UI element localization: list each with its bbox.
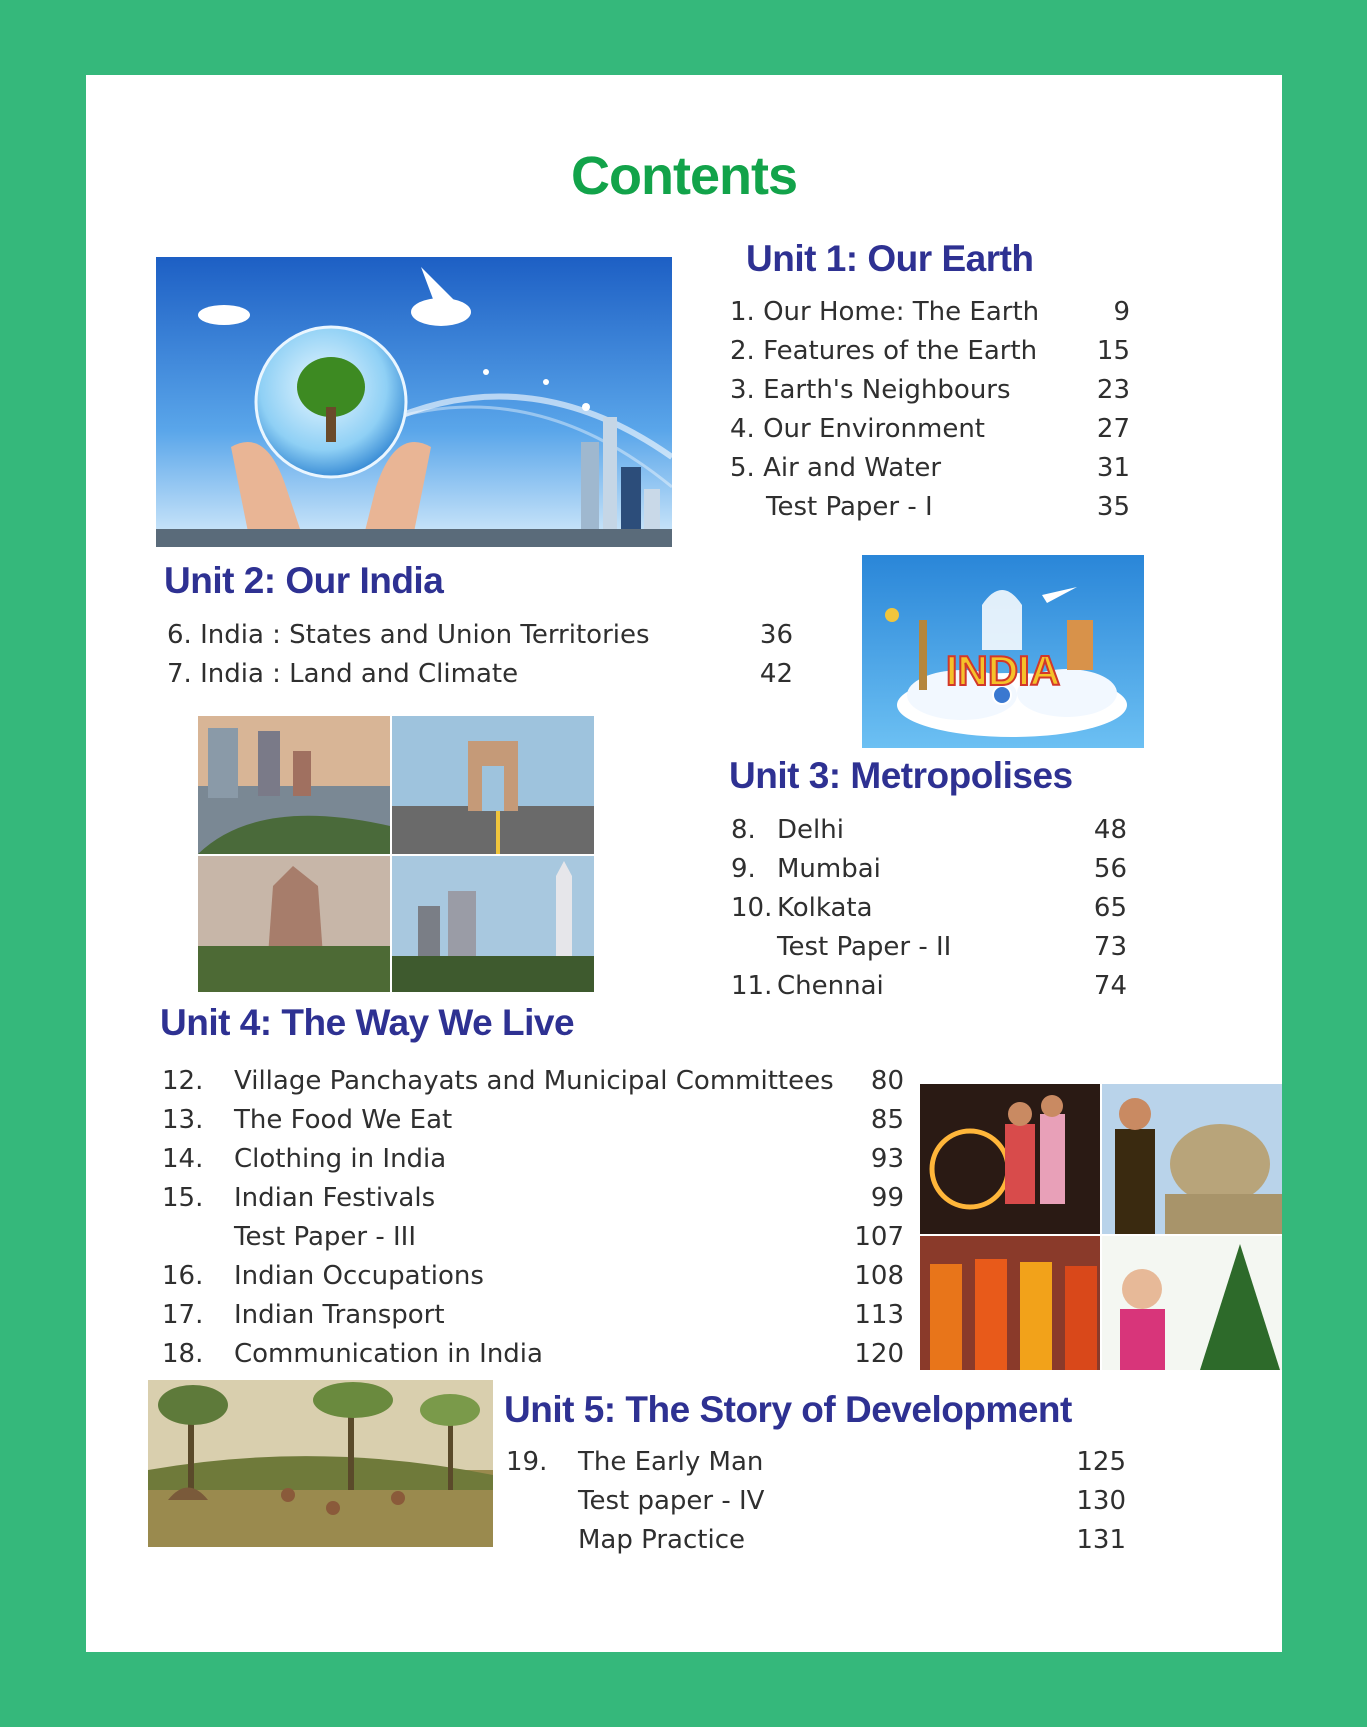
entry-title: Mumbai (777, 854, 881, 884)
toc-entry[interactable] (162, 1335, 904, 1374)
unit-5-heading: Unit 5: The Story of Development (504, 1389, 1072, 1430)
entry-page-number: 48 (1093, 815, 1127, 845)
entry-number: 15. (162, 1183, 204, 1213)
toc-entry[interactable] (162, 1101, 904, 1140)
entry-title: Test Paper - II (777, 932, 952, 962)
entry-title: Indian Occupations (234, 1261, 484, 1291)
entry-page-number: 74 (1093, 971, 1127, 1001)
entry-page-number: 113 (854, 1300, 904, 1330)
toc-entry[interactable] (162, 1140, 904, 1179)
entry-title: Communication in India (234, 1339, 543, 1369)
entry-page-number: 125 (1076, 1447, 1126, 1477)
entry-page-number: 107 (854, 1222, 904, 1252)
entry-number: 13. (162, 1105, 204, 1135)
entry-title: The Food We Eat (234, 1105, 453, 1135)
entry-title: 1. Our Home: The Earth (730, 297, 1040, 327)
entry-number: 18. (162, 1339, 204, 1369)
entry-page-number: 35 (1096, 492, 1130, 522)
entry-page-number: 93 (870, 1144, 904, 1174)
toc-entry[interactable] (731, 889, 1127, 928)
entry-number: 9. (731, 854, 756, 884)
festivals-collage-image (920, 1084, 1282, 1370)
entry-page-number: 9 (1113, 297, 1130, 327)
entry-title: The Early Man (578, 1447, 764, 1477)
india-illustration (862, 555, 1144, 748)
entry-page-number: 56 (1093, 854, 1127, 884)
entry-title: Chennai (777, 971, 884, 1001)
entry-title: 6. India : States and Union Territories (167, 620, 650, 650)
entry-number: 17. (162, 1300, 204, 1330)
entry-page-number: 15 (1096, 336, 1130, 366)
toc-entry[interactable] (730, 449, 1130, 488)
toc-entry[interactable] (730, 410, 1130, 449)
toc-entry[interactable] (731, 850, 1127, 889)
toc-entry[interactable] (162, 1179, 904, 1218)
toc-entry[interactable] (167, 616, 793, 655)
toc-entry[interactable] (731, 811, 1127, 850)
entry-title: Indian Transport (234, 1300, 445, 1330)
entry-page-number: 120 (854, 1339, 904, 1369)
toc-entry[interactable] (731, 928, 1127, 967)
unit-3-heading: Unit 3: Metropolises (729, 755, 1073, 796)
toc-entry[interactable] (162, 1257, 904, 1296)
entry-page-number: 65 (1093, 893, 1127, 923)
unit-1-heading: Unit 1: Our Earth (746, 238, 1034, 279)
entry-page-number: 108 (854, 1261, 904, 1291)
entry-title: Test paper - IV (578, 1486, 765, 1516)
entry-title: Indian Festivals (234, 1183, 436, 1213)
entry-page-number: 23 (1096, 375, 1130, 405)
entry-page-number: 85 (870, 1105, 904, 1135)
entry-title: Test Paper - I (766, 492, 933, 522)
entry-page-number: 130 (1076, 1486, 1126, 1516)
unit-4-heading: Unit 4: The Way We Live (160, 1002, 575, 1043)
entry-title: 2. Features of the Earth (730, 336, 1038, 366)
entry-title: 3. Earth's Neighbours (730, 375, 1011, 405)
entry-number: 11. (731, 971, 773, 1001)
toc-entry[interactable] (506, 1482, 1126, 1521)
toc-entry[interactable] (506, 1443, 1126, 1482)
entry-title: 7. India : Land and Climate (167, 659, 519, 689)
earth-in-hands-image (156, 257, 672, 547)
entry-title: Kolkata (777, 893, 873, 923)
entry-page-number: 73 (1093, 932, 1127, 962)
entry-title: Clothing in India (234, 1144, 447, 1174)
entry-page-number: 80 (870, 1066, 904, 1096)
toc-entry[interactable] (730, 488, 1130, 527)
early-man-image (148, 1380, 493, 1547)
toc-entry[interactable] (167, 655, 793, 694)
city-collage-image (198, 716, 594, 992)
toc-entry[interactable] (731, 967, 1127, 1006)
entry-page-number: 27 (1096, 414, 1130, 444)
contents-page (86, 75, 1282, 1652)
toc-entry[interactable] (730, 371, 1130, 410)
entry-number: 10. (731, 893, 773, 923)
unit-2-heading: Unit 2: Our India (164, 560, 444, 601)
entry-number: 19. (506, 1447, 548, 1477)
toc-entry[interactable] (162, 1218, 904, 1257)
entry-title: 4. Our Environment (730, 414, 985, 444)
entry-page-number: 99 (870, 1183, 904, 1213)
entry-number: 8. (731, 815, 756, 845)
entry-number: 14. (162, 1144, 204, 1174)
entry-page-number: 36 (759, 620, 793, 650)
toc-entry[interactable] (162, 1062, 904, 1101)
entry-number: 16. (162, 1261, 204, 1291)
page-title: Contents (571, 146, 797, 206)
toc-entry[interactable] (730, 293, 1130, 332)
entry-title: 5. Air and Water (730, 453, 942, 483)
entry-page-number: 131 (1076, 1525, 1126, 1555)
entry-page-number: 31 (1096, 453, 1130, 483)
entry-title: Test Paper - III (234, 1222, 417, 1252)
entry-number: 12. (162, 1066, 204, 1096)
toc-entry[interactable] (506, 1521, 1126, 1560)
entry-title: Delhi (777, 815, 844, 845)
india-logo-text: INDIA (945, 647, 1061, 694)
toc-entry[interactable] (730, 332, 1130, 371)
entry-title: Map Practice (578, 1525, 745, 1555)
toc-entry[interactable] (162, 1296, 904, 1335)
entry-page-number: 42 (759, 659, 793, 689)
entry-title: Village Panchayats and Municipal Committees (234, 1066, 834, 1096)
